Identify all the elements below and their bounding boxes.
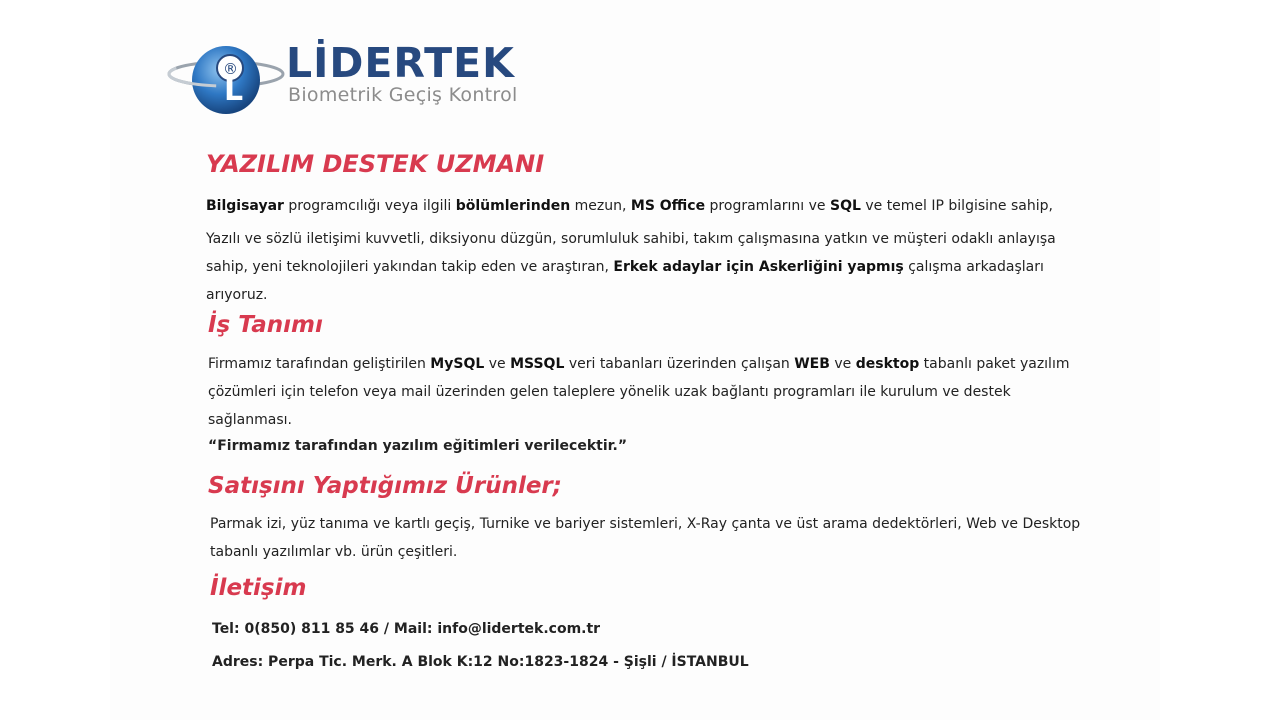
training-quote: “Firmamız tarafından yazılım eğitimleri verilecektir.” <box>208 438 628 454</box>
text-run: Firmamız tarafından geliştirilen <box>208 356 431 372</box>
text-run: programlarını ve <box>705 198 830 214</box>
job-description-paragraph <box>208 350 1078 434</box>
text-run: tabanlı paket yazılım çözümleri için telefon veya mail üzerinden gelen taleplere yönelik uzak bağlantı programları ile kurulum ve destek sağlanması. <box>208 356 1070 428</box>
logo-subtitle: Biometrik Geçiş Kontrol <box>288 84 518 106</box>
text-run: çalışma arkadaşları arıyoruz. <box>206 259 1044 303</box>
globe-logo-icon <box>166 38 286 120</box>
bold-text-run: Bilgisayar <box>206 198 284 214</box>
logo-title: LİDERTEK <box>286 39 515 87</box>
bold-text-run: WEB <box>794 356 830 372</box>
company-logo <box>166 38 556 120</box>
registered-mark: ® <box>223 60 238 78</box>
job-title-heading: YAZILIM DESTEK UZMANI <box>206 150 545 178</box>
logo-mark-letter: L <box>224 73 244 108</box>
bold-text-run: Erkek adaylar için Askerliğini yapmış <box>613 259 904 275</box>
bold-text-run: MSSQL <box>510 356 565 372</box>
text-run: programcılığı veya ilgili <box>283 198 456 214</box>
products-heading: Satışını Yaptığımız Ürünler; <box>208 473 562 499</box>
bold-text-run: desktop <box>855 356 920 372</box>
products-paragraph: Parmak izi, yüz tanıma ve kartlı geçiş, Turnike ve bariyer sistemleri, X-Ray çanta ve üst arama dedektörleri, Web ve Desktop tabanlı yazılımlar vb. ürün çeşitleri. <box>210 516 1081 560</box>
bold-text-run: MS Office <box>630 198 706 214</box>
bold-text-run: bölümlerinden <box>455 198 571 214</box>
text-run: mezun, <box>570 198 631 214</box>
text-run: ve temel IP bilgisine sahip, <box>860 198 1053 214</box>
contact-heading: İletişim <box>210 575 307 601</box>
intro-paragraph-2 <box>206 225 1056 309</box>
text-run: ve <box>484 356 511 372</box>
bold-text-run: MySQL <box>430 356 485 372</box>
intro-paragraph-1 <box>206 192 1086 220</box>
contact-address: Adres: Perpa Tic. Merk. A Blok K:12 No:1823-1824 - Şişli / İSTANBUL <box>212 654 749 670</box>
text-run: ve <box>829 356 856 372</box>
contact-phone-mail: Tel: 0(850) 811 85 46 / Mail: info@lidertek.com.tr <box>212 621 601 637</box>
job-description-heading: İş Tanımı <box>208 312 323 338</box>
text-run: Yazılı ve sözlü iletişimi kuvvetli, diksiyonu düzgün, sorumluluk sahibi, takım çalışmasına yatkın ve müşteri odaklı anlayışa sahip, yeni teknolojileri yakından takip eden ve araştıran, <box>206 231 1056 275</box>
text-run: veri tabanları üzerinden çalışan <box>564 356 795 372</box>
bold-text-run: SQL <box>829 198 861 214</box>
